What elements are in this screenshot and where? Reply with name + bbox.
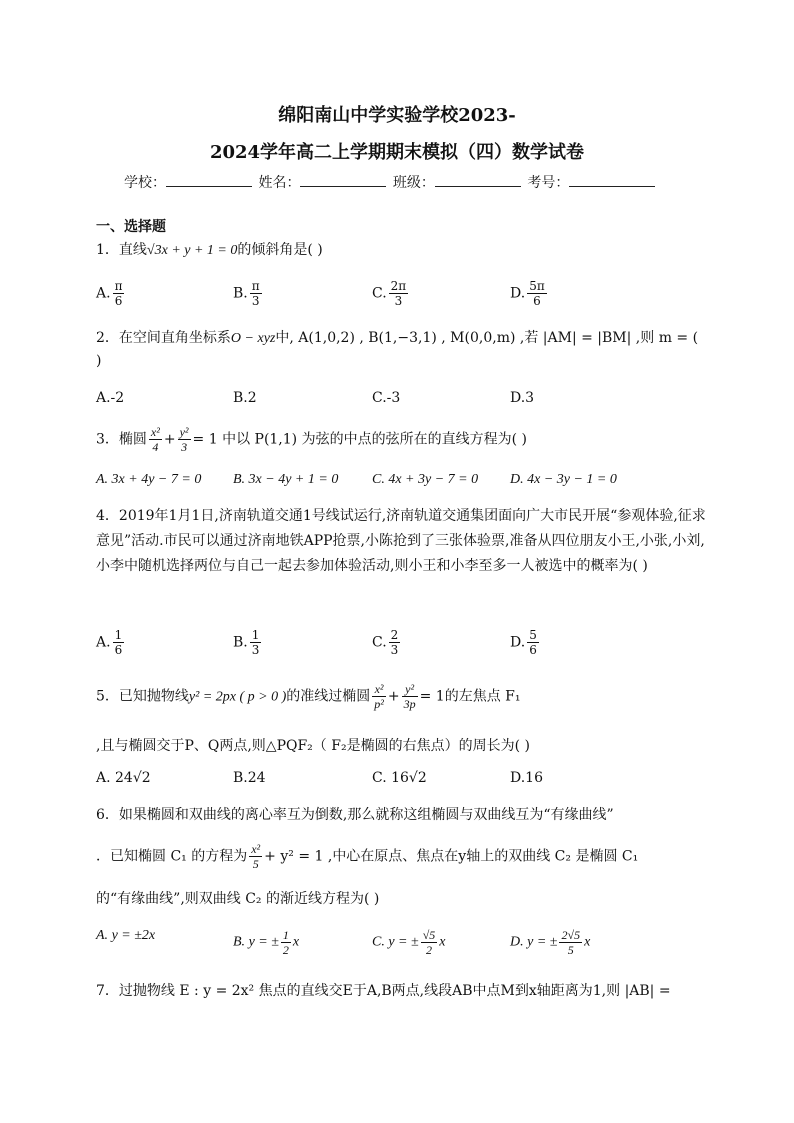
option-b[interactable]: B.24 (233, 770, 266, 786)
numerator: 1 (114, 628, 123, 642)
question-text: 的倾斜角是( ) (237, 242, 323, 258)
question-number: 4． (96, 508, 119, 524)
numerator: π (114, 279, 123, 293)
denominator: 5 (567, 943, 574, 957)
fraction (389, 279, 409, 308)
question-text: 在空间直角坐标系 (118, 330, 231, 346)
denominator: 5 (252, 857, 259, 871)
question-5: 5．已知抛物线y² = 2px ( p > 0 )的准线过椭圆 $\frac{\text{x²}}{\text{p²}}$ + $\frac{\text{y²}}{3p}$ = 1的左焦点 F₁ (96, 682, 521, 711)
numerator: 2 (390, 628, 399, 642)
option-expression: y = ± (527, 934, 558, 950)
option-b[interactable]: B. 3x − 4y + 1 = 0 (233, 472, 339, 487)
question-6-line2 (96, 842, 706, 871)
numerator: 5π (529, 279, 545, 293)
fraction (389, 628, 401, 657)
option-c[interactable] (372, 928, 446, 957)
class-blank[interactable] (435, 173, 521, 187)
question-7 (96, 980, 706, 1002)
denominator: 2 (426, 943, 432, 957)
section-title: 一、选择题 (96, 219, 166, 235)
denominator: 3 (390, 643, 399, 657)
option-c[interactable]: C.-3 (372, 390, 401, 406)
option-label: D. (510, 634, 526, 651)
denominator: 3 (251, 643, 260, 657)
math-expression: y² = 2px ( p > 0 ) (188, 689, 287, 705)
school-blank[interactable] (166, 173, 252, 187)
school-label: 学校： (124, 175, 166, 191)
math-expression: O − xyz (230, 331, 276, 346)
option-a[interactable]: A. 24√2 (96, 770, 151, 786)
denominator: 3 (181, 440, 188, 454)
question-text: ．已知椭圆 C₁ 的方程为 (96, 848, 248, 865)
exam-number-label: 考号： (527, 175, 570, 191)
option-c[interactable]: C. 16√2 (372, 770, 427, 786)
denominator: 3 (251, 294, 260, 308)
option-a[interactable] (96, 279, 126, 308)
option-d[interactable] (510, 628, 541, 657)
option-label: C. (372, 634, 387, 651)
student-info-row (124, 172, 657, 192)
option-d[interactable]: D. 4x − 3y − 1 = 0 (510, 472, 617, 487)
question-number: 2． (96, 330, 119, 346)
option-b[interactable] (233, 628, 263, 657)
option-label: D. (510, 934, 524, 950)
fraction (149, 425, 162, 454)
question-2 (96, 327, 706, 372)
question-6 (96, 804, 706, 826)
option-a[interactable]: A.-2 (96, 390, 125, 406)
name-label: 姓名： (258, 175, 301, 191)
denominator: 6 (114, 643, 123, 657)
numerator: y² (179, 425, 189, 439)
denominator: 3 (394, 294, 403, 308)
question-6-line3: 的“有缘曲线”,则双曲线 C₂ 的渐近线方程为( ) (96, 891, 380, 907)
option-b[interactable] (233, 279, 264, 308)
option-d[interactable]: D.3 (510, 390, 535, 406)
question-number: 6． (96, 807, 119, 823)
fraction (113, 628, 125, 657)
question-text: = 1的左焦点 F₁ (419, 688, 521, 705)
option-d[interactable]: D.16 (510, 770, 543, 786)
option-expression: x (584, 934, 591, 950)
question-text: 直线 (118, 242, 147, 258)
name-blank[interactable] (300, 173, 386, 187)
fraction (559, 928, 582, 957)
fraction (113, 279, 125, 308)
question-text: ) (96, 353, 102, 369)
option-d[interactable] (510, 279, 549, 308)
option-label: C. (372, 934, 385, 950)
question-number: 5． (96, 688, 119, 705)
exam-number-blank[interactable] (569, 173, 655, 187)
math-expression: √3x + y + 1 = 0 (146, 243, 238, 258)
numerator: x² (150, 425, 160, 439)
question-1 (96, 239, 706, 262)
question-text: 过抛物线 E : y = 2x² 焦点的直线交E于A,B两点,线段AB中点M到x轴距离为1,则 |AB| = (118, 983, 671, 999)
question-number: 1． (96, 242, 119, 258)
question-text: = 1 中以 P(1,1) 为弦的中点的弦所在的直线方程为( ) (192, 431, 527, 448)
fraction (250, 279, 262, 308)
numerator: 1 (282, 928, 289, 942)
option-label: D. (510, 285, 526, 302)
numerator: π (251, 279, 260, 293)
option-b[interactable]: B.2 (233, 390, 257, 406)
option-expression: y = ± (388, 934, 419, 950)
fraction (178, 425, 191, 454)
denominator: 6 (114, 294, 123, 308)
option-c[interactable] (372, 628, 402, 657)
fraction (249, 842, 262, 871)
option-expression: y = ± (248, 934, 279, 950)
option-c[interactable]: C. 4x + 3y − 7 = 0 (372, 472, 479, 487)
option-c[interactable] (372, 279, 410, 308)
fraction (250, 628, 262, 657)
option-expression: y = ±2x (111, 928, 156, 943)
question-number: 7． (96, 983, 119, 999)
option-label: B. (233, 634, 248, 651)
question-text: 中, A(1,0,2) , B(1,−3,1) , M(0,0,m) ,若 |AM| = |BM| ,则 m = ( (275, 330, 699, 346)
option-label: A. (96, 285, 111, 302)
question-text: 2019年1月1日,济南轨道交通1号线试运行,济南轨道交通集团面向广大市民开展“参观体验,征求意见”活动.市民可以通过济南地铁APP抢票,小陈抢到了三张体验票,准备从四位朋友小王,小张,小刘,小李中随机选择两位与自己一起去参加体验活动,则小王和小李至多一人被选中的概率为( ) (96, 508, 706, 574)
fraction (402, 682, 418, 711)
fraction (421, 928, 438, 957)
fraction (372, 682, 386, 711)
fraction (281, 928, 291, 957)
denominator: 6 (529, 643, 537, 657)
numerator: √5 (422, 928, 436, 942)
question-text: 椭圆 (118, 431, 147, 448)
numerator: x² (372, 682, 386, 697)
numerator: 2√5 (561, 928, 581, 942)
numerator: 2π (390, 279, 407, 293)
denominator: 6 (533, 294, 541, 308)
question-5-line2: ,且与椭圆交于P、Q两点,则△PQF₂（ F₂是椭圆的右焦点）的周长为( ) (96, 738, 530, 754)
question-text: + y² = 1 ,中心在原点、焦点在y轴上的双曲线 C₂ 是椭圆 C₁ (264, 848, 639, 865)
numerator: x² (251, 842, 261, 856)
numerator: 1 (251, 628, 260, 642)
option-label: C. (372, 285, 387, 302)
question-text: 如果椭圆和双曲线的离心率互为倒数,那么就称这组椭圆与双曲线互为“有缘曲线” (118, 807, 614, 823)
option-expression: x (292, 934, 300, 950)
numerator: 5 (529, 628, 537, 642)
option-a[interactable] (96, 628, 126, 657)
option-label: B. (233, 285, 248, 302)
class-label: 班级： (392, 175, 435, 191)
denominator: 2 (282, 943, 289, 957)
option-label: A. (96, 634, 111, 651)
question-number: 3． (96, 431, 119, 448)
option-expression: x (439, 934, 446, 950)
option-label: A. (96, 928, 109, 943)
option-d[interactable] (510, 928, 590, 957)
numerator: y² (402, 682, 418, 697)
exam-title-line2: 2024学年高二上学期期末模拟（四）数学试卷 (209, 142, 585, 163)
denominator: p² (374, 697, 384, 711)
fraction (527, 628, 539, 657)
option-a[interactable] (96, 928, 155, 944)
question-3: 3．椭圆 $\frac{\text{x²}}{4}$ + $\frac{\text{y²}}{3}$ = 1 中以 P(1,1) 为弦的中点的弦所在的直线方程为( ) (96, 425, 527, 454)
denominator: 4 (152, 440, 159, 454)
question-text: 已知抛物线 (118, 688, 189, 705)
option-a[interactable]: A. 3x + 4y − 7 = 0 (96, 472, 202, 487)
option-label: B. (233, 934, 246, 950)
option-b[interactable] (233, 928, 299, 957)
question-text: 的准线过椭圆 (286, 688, 371, 705)
question-4 (96, 504, 706, 579)
denominator: 3p (403, 697, 416, 711)
fraction (527, 279, 547, 308)
exam-title-line1: 绵阳南山中学实验学校2023- (278, 105, 516, 126)
